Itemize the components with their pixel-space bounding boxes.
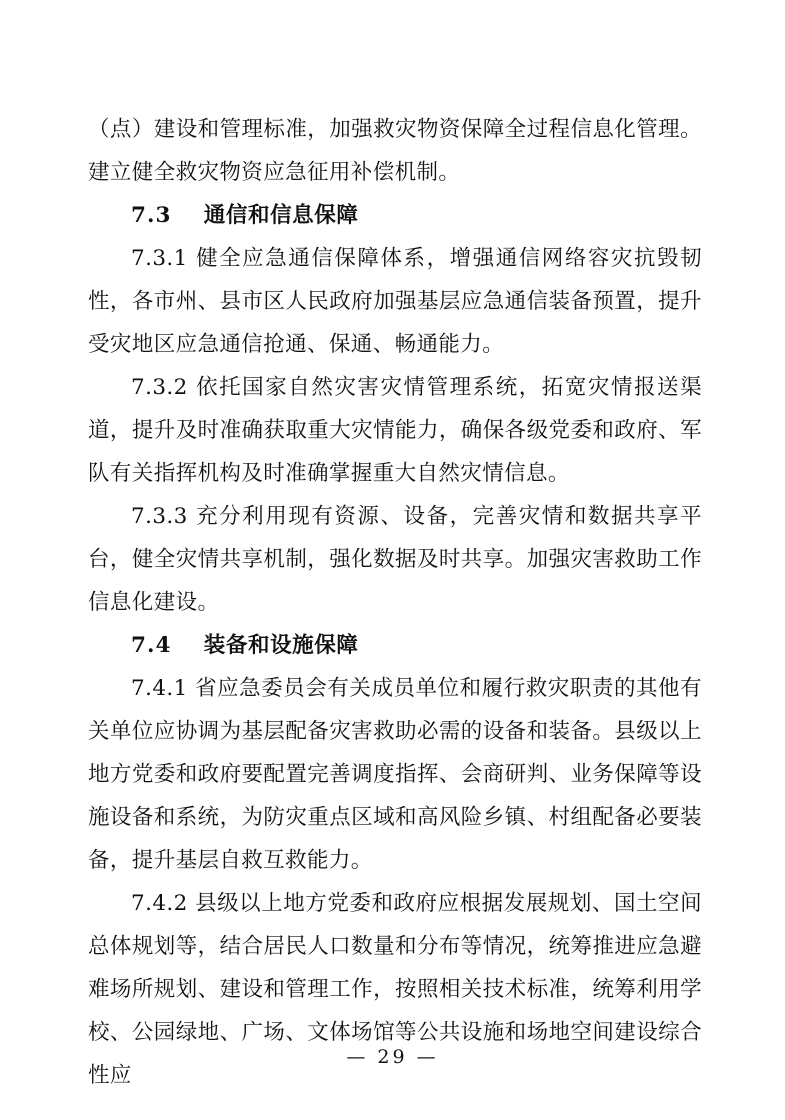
section-title: 装备和设施保障	[203, 633, 359, 658]
section-number: 7.4	[131, 633, 172, 658]
paragraph-7-3-2: 7.3.2 依托国家自然灾害灾情管理系统，拓宽灾情报送渠道，提升及时准确获取重大灾情能力，确保各级党委和政府、军队有关指挥机构及时准确掌握重大自然灾情信息。	[88, 375, 702, 486]
section-heading-7-3	[88, 194, 702, 237]
page-body	[88, 108, 702, 1097]
section-title: 通信和信息保障	[203, 203, 359, 228]
section-heading-7-4	[88, 624, 702, 667]
page-number: — 29 —	[346, 1046, 439, 1068]
paragraph-7-3-3: 7.3.3 充分利用现有资源、设备，完善灾情和数据共享平台，健全灾情共享机制，强化数据及时共享。加强灾害救助工作信息化建设。	[88, 504, 702, 615]
paragraph-continuation: （点）建设和管理标准，加强救灾物资保障全过程信息化管理。建立健全救灾物资应急征用补偿机制。	[88, 117, 702, 185]
paragraph-7-4-2: 7.4.2 县级以上地方党委和政府应根据发展规划、国土空间总体规划等，结合居民人口数量和分布等情况，统筹推进应急避难场所规划、建设和管理工作，按照相关技术标准，统筹利用学校、公园绿地、广场、文体场馆等公共设施和场地空间建设综合性应	[88, 891, 702, 1088]
page-footer	[0, 1046, 785, 1068]
paragraph-7-3-1: 7.3.1 健全应急通信保障体系，增强通信网络容灾抗毁韧性，各市州、县市区人民政府加强基层应急通信装备预置，提升受灾地区应急通信抢通、保通、畅通能力。	[88, 246, 702, 357]
paragraph-7-4-1: 7.4.1 省应急委员会有关成员单位和履行救灾职责的其他有关单位应协调为基层配备灾害救助必需的设备和装备。县级以上地方党委和政府要配置完善调度指挥、会商研判、业务保障等设施设备和系统，为防灾重点区域和高风险乡镇、村组配备必要装备，提升基层自救互救能力。	[88, 676, 702, 873]
section-number: 7.3	[131, 203, 172, 228]
